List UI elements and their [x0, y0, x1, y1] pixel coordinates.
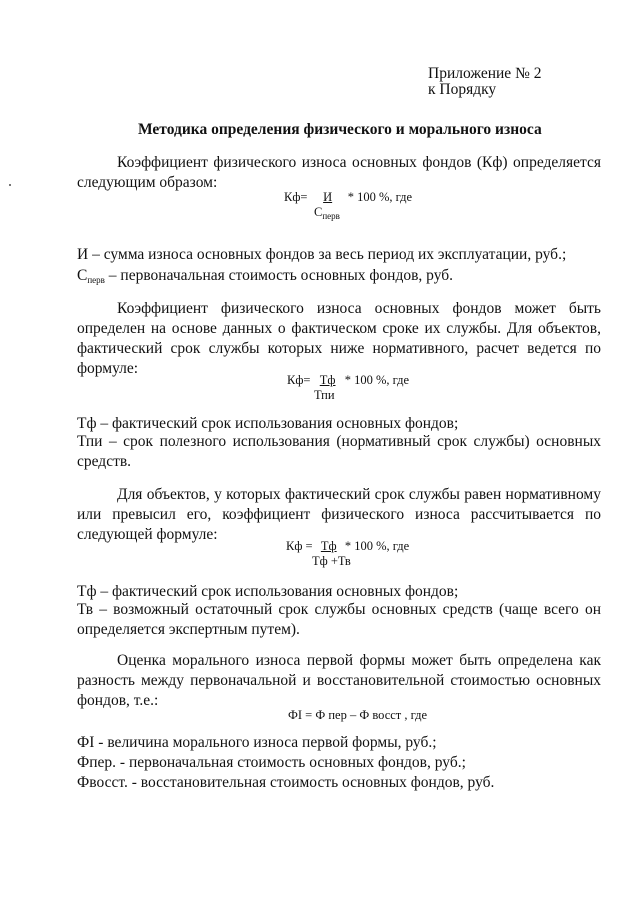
- definition-tf-2: Тф – фактический срок использования основных фондов;: [77, 583, 459, 600]
- formula-numerator: И: [323, 190, 333, 204]
- definition-i: И – сумма износа основных фондов за весь период их эксплуатации, руб.;: [77, 246, 567, 263]
- formula-denominator: $С_{перв}$: [314, 205, 340, 221]
- formula-kf-sum: [284, 190, 412, 204]
- paragraph-actual-service-life: Коэффициент физического износа основных фондов может быть определен на основе данных о фактическом сроке их службы. Для объектов, фактический срок службы которых ниже нормативного, расчет ведется по формуле:: [77, 300, 601, 377]
- formula-moral-wear: ФI = Ф пер – Ф восст , где: [288, 708, 428, 722]
- definition-f-initial: Фпер. - первоначальная стоимость основных фондов, руб.;: [77, 754, 466, 771]
- margin-mark: [9, 184, 11, 186]
- formula-kf-tf-tv: Кф = Тф * 100 %, где: [286, 539, 410, 553]
- definition-f1: ФI - величина морального износа первой формы, руб.;: [77, 734, 437, 751]
- formula-kf-tf: Кф= Тф * 100 %, где: [287, 373, 410, 387]
- formula-denominator-tpi: Тпи: [314, 388, 335, 402]
- definition-f-restore: Фвосст. - восстановительная стоимость основных фондов, руб.: [77, 774, 495, 791]
- definition-tpi: Тпи – срок полезного использования (нормативный срок службы) основных средств.: [77, 433, 601, 470]
- paragraph-physical-wear-coefficient: Коэффициент физического износа основных фондов (Кф) определяется следующим образом:: [77, 154, 601, 191]
- appendix-label: Приложение № 2: [428, 65, 542, 82]
- formula-lhs: Кф=: [284, 190, 308, 204]
- document-title: Методика определения физического и морального износа: [138, 121, 542, 138]
- paragraph-moral-wear: Оценка морального износа первой формы может быть определена как разность между первоначальной и восстановительной стоимостью основных фондов, т.е.:: [77, 652, 601, 709]
- formula-rhs: * 100 %, где: [347, 190, 413, 204]
- formula-denominator-tf-tv: Тф +Тв: [312, 554, 351, 568]
- appendix-reference: к Порядку: [428, 81, 497, 98]
- definition-tf: Тф – фактический срок использования основных фондов;: [77, 415, 459, 432]
- definition-c-initial: $С_{перв}$ – первоначальная стоимость основных фондов, руб.: [77, 267, 454, 285]
- definition-tv: Тв – возможный остаточный срок службы основных средств (чаще всего он определяется экспертным путем).: [77, 601, 601, 638]
- paragraph-exceeded-service-life: Для объектов, у которых фактический срок службы равен нормативному или превысил его, коэффициент физического износа рассчитывается по следующей формуле:: [77, 486, 601, 543]
